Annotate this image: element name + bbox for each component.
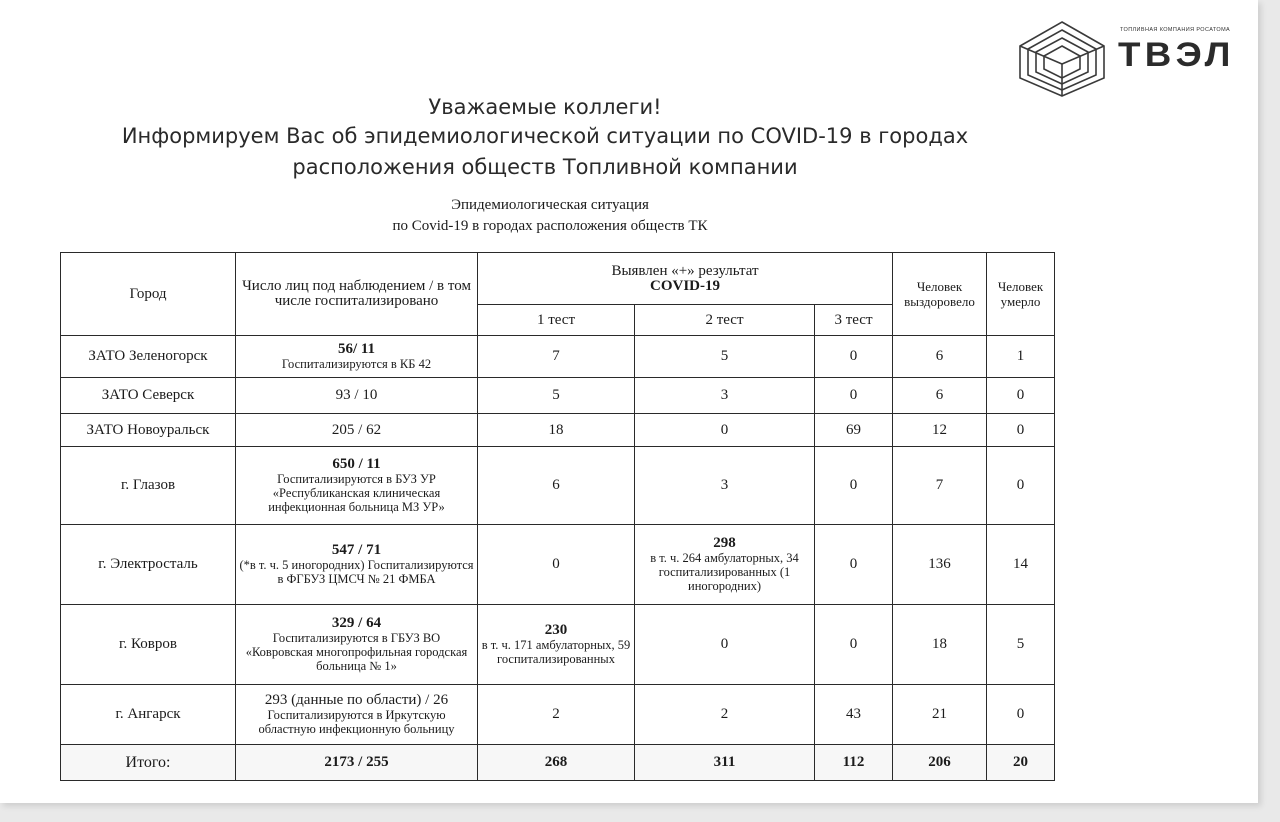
tvel-logo [1012,18,1252,98]
test3-cell: 0 [815,378,893,414]
observed-cell [236,685,478,745]
died-cell: 5 [987,605,1055,685]
test2-cell: 0 [635,414,815,447]
total-observed: 2173 / 255 [236,745,478,781]
observed-cell [236,605,478,685]
observed-note: Госпитализируются в ГБУЗ ВО «Ковровская многопрофильная городская больница № 1» [245,631,468,673]
table-row [61,336,1055,378]
observed-note: Госпитализируются в КБ 42 [281,357,432,371]
greeting-heading: Уважаемые коллеги! [428,95,662,119]
test2-cell: 3 [635,378,815,414]
city-cell: г. Электросталь [61,525,236,605]
table-row [61,525,1055,605]
table-row [61,378,1055,414]
recovered-cell: 6 [893,336,987,378]
total-died: 20 [987,745,1055,781]
heading-line-2: Информируем Вас об эпидемиологической ситуации по COVID-19 в городах [121,124,969,148]
header-test-3: 3 тест [815,305,893,336]
test1-cell: 6 [478,447,635,525]
recovered-cell: 18 [893,605,987,685]
city-cell: ЗАТО Зеленогорск [61,336,236,378]
recovered-cell: 12 [893,414,987,447]
test3-cell: 0 [815,525,893,605]
test2-cell: 3 [635,447,815,525]
observed-value: 293 (данные по области) / 26 [264,692,449,708]
observed-cell [236,525,478,605]
test1-cell: 18 [478,414,635,447]
header-recovered: Человек выздоровело [893,253,987,336]
test3-cell: 0 [815,605,893,685]
header-positive-line1: Выявлен «+» результат [611,262,759,279]
city-cell: г. Глазов [61,447,236,525]
test1-cell [478,605,635,685]
observed-cell [236,336,478,378]
total-test2: 311 [635,745,815,781]
logo-wordmark: ТВЭЛ [1118,36,1235,74]
observed-note: Госпитализируются в БУЗ УР «Республиканская клиническая инфекционная больница МЗ УР» [268,472,445,514]
test2-cell: 0 [635,605,815,685]
table-caption-line-1: Эпидемиологическая ситуация [451,197,649,213]
test1-cell: 5 [478,378,635,414]
test3-cell: 0 [815,447,893,525]
died-cell: 0 [987,685,1055,745]
test2-value: 298 [713,535,736,551]
tvel-emblem-icon [1012,18,1112,98]
test1-cell: 2 [478,685,635,745]
total-test1: 268 [478,745,635,781]
test1-cell: 7 [478,336,635,378]
observed-value: 329 / 64 [331,615,382,631]
logo-tagline: ТОПЛИВНАЯ КОМПАНИЯ РОСАТОМА [1120,27,1231,33]
died-cell: 0 [987,414,1055,447]
test1-value: 230 [544,622,568,638]
observed-value: 56/ 11 [337,341,376,357]
test2-cell: 2 [635,685,815,745]
observed-value: 205 / 62 [236,414,478,447]
died-cell: 0 [987,447,1055,525]
table-row [61,605,1055,685]
test1-note: в т. ч. 171 амбулаторных, 59 госпитализированных [481,638,631,666]
observed-note: Госпитализируются в Иркутскую областную инфекционную больницу [258,708,455,736]
recovered-cell: 6 [893,378,987,414]
recovered-cell: 136 [893,525,987,605]
died-cell: 0 [987,378,1055,414]
table-row [61,414,1055,447]
died-cell: 1 [987,336,1055,378]
header-test-1: 1 тест [478,305,635,336]
total-recovered: 206 [893,745,987,781]
city-cell: ЗАТО Северск [61,378,236,414]
observed-value: 650 / 11 [332,456,381,472]
observed-value: 547 / 71 [331,542,382,558]
table-row [61,447,1055,525]
recovered-cell: 7 [893,447,987,525]
city-cell: г. Ангарск [61,685,236,745]
city-cell: г. Ковров [61,605,236,685]
header-positive-line2: COVID-19 [650,277,720,294]
table-caption-line-2: по Covid-19 в городах расположения обществ ТК [392,218,708,234]
city-cell: ЗАТО Новоуральск [61,414,236,447]
died-cell: 14 [987,525,1055,605]
total-test3: 112 [815,745,893,781]
observed-note: (*в т. ч. 5 иногородних) Госпитализируются в ФГБУЗ ЦМСЧ № 21 ФМБА [239,558,474,586]
test3-cell: 0 [815,336,893,378]
header-under-observation: Число лиц под наблюдением / в том числе госпитализировано [236,253,478,336]
test3-cell: 43 [815,685,893,745]
observed-value: 93 / 10 [236,378,478,414]
total-label: Итого: [61,745,236,781]
test2-note: в т. ч. 264 амбулаторных, 34 госпитализированных (1 иногородних) [650,551,799,593]
header-city: Город [61,253,236,336]
test2-cell: 5 [635,336,815,378]
recovered-cell: 21 [893,685,987,745]
header-test-2: 2 тест [635,305,815,336]
test1-cell: 0 [478,525,635,605]
total-row [61,745,1055,781]
test3-cell: 69 [815,414,893,447]
header-died: Человек умерло [987,253,1055,336]
observed-cell [236,447,478,525]
header-positive-result [478,253,893,305]
table-row [61,685,1055,745]
covid-situation-table [60,252,1055,781]
test2-cell [635,525,815,605]
heading-line-3: расположения обществ Топливной компании [292,155,798,179]
